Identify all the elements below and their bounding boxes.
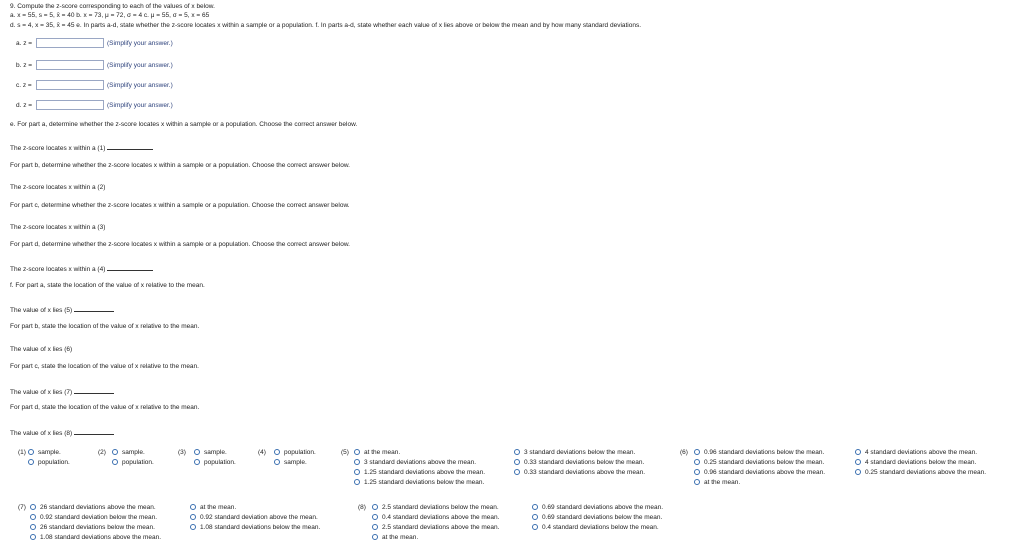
radio-icon[interactable] [354, 459, 360, 465]
radio-icon[interactable] [30, 524, 36, 530]
answer-blank-1[interactable] [107, 143, 153, 150]
z-label-c: c. z = [16, 81, 32, 89]
z-label-b: b. z = [16, 61, 33, 69]
radio-icon[interactable] [30, 534, 36, 540]
part-e-c-prompt: For part c, determine whether the z-score locates x within a sample or a population. Choose the correct answer below. [10, 202, 350, 209]
z-label-d: d. z = [16, 101, 33, 109]
choice-8-option-3[interactable] [372, 524, 499, 532]
radio-icon[interactable] [855, 469, 861, 475]
option-label: at the mean. [382, 534, 419, 541]
question-number: 9. [10, 3, 16, 10]
part-f-a-answer [10, 305, 114, 315]
option-label: 4 standard deviations below the mean. [865, 459, 977, 466]
part-e-a-answer [10, 143, 153, 153]
choice-7-option-1[interactable] [30, 504, 156, 512]
option-label: at the mean. [364, 449, 401, 456]
choice-6-option-7[interactable] [855, 469, 986, 477]
answer-blank-4[interactable] [107, 264, 153, 271]
choice-8-option-6[interactable] [532, 514, 662, 522]
part-f-c-prompt: For part c, state the location of the value of x relative to the mean. [10, 363, 199, 370]
radio-icon[interactable] [372, 504, 378, 510]
part-f-d-prompt: For part d, state the location of the value of x relative to the mean. [10, 404, 200, 411]
option-label: sample. [38, 449, 61, 456]
choice-8-option-5[interactable] [532, 504, 663, 512]
part-f-d-answer-text: The value of x lies (8) [10, 430, 73, 437]
choice-8-option-2[interactable] [372, 514, 499, 522]
question-header [10, 3, 215, 11]
option-label: population. [122, 459, 154, 466]
radio-icon[interactable] [112, 449, 118, 455]
choice-7-option-3[interactable] [30, 524, 155, 532]
radio-icon[interactable] [694, 449, 700, 455]
radio-icon[interactable] [274, 449, 280, 455]
part-f-c-answer [10, 387, 114, 397]
radio-icon[interactable] [354, 469, 360, 475]
radio-icon[interactable] [274, 459, 280, 465]
radio-icon[interactable] [30, 514, 36, 520]
part-f-a-answer-text: The value of x lies (5) [10, 307, 73, 314]
choice-4-option-1[interactable] [274, 449, 316, 457]
radio-icon[interactable] [28, 449, 34, 455]
radio-icon[interactable] [514, 469, 520, 475]
part-e-b-answer: The z-score locates x within a (2) [10, 184, 106, 191]
choice-3-option-2[interactable] [194, 459, 236, 467]
choice-7-option-6[interactable] [190, 514, 318, 522]
option-label: 1.25 standard deviations below the mean. [364, 479, 485, 486]
part-e-c-answer: The z-score locates x within a (3) [10, 224, 106, 231]
radio-icon[interactable] [354, 479, 360, 485]
radio-icon[interactable] [532, 504, 538, 510]
choice-8-option-4[interactable] [372, 534, 418, 542]
choice-group-1-number: (1) [18, 449, 26, 456]
radio-icon[interactable] [372, 534, 378, 540]
z-input-a[interactable] [36, 38, 104, 48]
choice-group-8-number: (8) [358, 504, 366, 511]
choice-6-option-4[interactable] [694, 479, 740, 487]
question-instruction: Compute the z-score corresponding to each of the values of x below. [17, 3, 215, 10]
question-givens-2: d. s = 4, x = 35, x̄ = 45 e. In parts a-d, state whether the z-score locates x within a sample or a population. f. In parts a-d, state whether each value of x lies above or below the mean and by how many standard deviations. [10, 22, 642, 29]
z-input-d[interactable] [36, 100, 104, 110]
option-label: 0.4 standard deviations below the mean. [542, 524, 659, 531]
option-label: 0.69 standard deviations below the mean. [542, 514, 663, 521]
choice-7-option-7[interactable] [190, 524, 320, 532]
option-label: 26 standard deviations below the mean. [40, 524, 155, 531]
choice-2-option-2[interactable] [112, 459, 154, 467]
choice-7-option-2[interactable] [30, 514, 157, 522]
option-label: 0.92 standard deviation above the mean. [200, 514, 318, 521]
radio-icon[interactable] [514, 449, 520, 455]
choice-8-option-1[interactable] [372, 504, 499, 512]
choice-6-option-3[interactable] [694, 469, 825, 477]
radio-icon[interactable] [28, 459, 34, 465]
choice-2-option-1[interactable] [112, 449, 145, 457]
z-row-a [16, 37, 173, 49]
choice-6-option-2[interactable] [694, 459, 824, 467]
option-label: 3 standard deviations above the mean. [364, 459, 477, 466]
z-hint-d: (Simplify your answer.) [107, 101, 173, 109]
question-givens-1: a. x = 55, s = 5, x̄ = 40 b. x = 73, μ = 72, σ = 4 c. μ = 55, σ = 5, x = 65 [10, 12, 210, 19]
option-label: 1.08 standard deviations below the mean. [200, 524, 321, 531]
option-label: 0.25 standard deviations below the mean. [704, 459, 825, 466]
z-label-a: a. z = [16, 39, 33, 47]
answer-blank-5[interactable] [74, 305, 114, 312]
radio-icon[interactable] [190, 524, 196, 530]
part-f-a-prompt: f. For part a, state the location of the value of x relative to the mean. [10, 282, 205, 289]
option-label: sample. [284, 459, 307, 466]
radio-icon[interactable] [855, 449, 861, 455]
part-f-b-prompt: For part b, state the location of the value of x relative to the mean. [10, 323, 200, 330]
radio-icon[interactable] [190, 504, 196, 510]
part-f-c-answer-text: The value of x lies (7) [10, 389, 73, 396]
choice-group-4-number: (4) [258, 449, 266, 456]
radio-icon[interactable] [855, 459, 861, 465]
radio-icon[interactable] [112, 459, 118, 465]
choice-group-2-number: (2) [98, 449, 106, 456]
choice-7-option-5[interactable] [190, 504, 236, 512]
option-label: 3 standard deviations below the mean. [524, 449, 636, 456]
option-label: 1.25 standard deviations above the mean. [364, 469, 486, 476]
option-label: 0.92 standard deviation below the mean. [40, 514, 158, 521]
answer-blank-7[interactable] [74, 387, 114, 394]
z-row-d [16, 99, 173, 111]
option-label: 0.96 standard deviations below the mean. [704, 449, 825, 456]
choice-3-option-1[interactable] [194, 449, 227, 457]
z-row-c [16, 79, 173, 91]
choice-group-7-number: (7) [18, 504, 26, 511]
z-row-b [16, 59, 173, 71]
choice-5-option-5[interactable] [514, 449, 635, 457]
radio-icon[interactable] [532, 524, 538, 530]
option-label: 0.69 standard deviations above the mean. [542, 504, 664, 511]
part-e-b-prompt: For part b, determine whether the z-score locates x within a sample or a population. Choose the correct answer below. [10, 162, 350, 169]
radio-icon[interactable] [30, 504, 36, 510]
option-label: 4 standard deviations above the mean. [865, 449, 978, 456]
option-label: 26 standard deviations above the mean. [40, 504, 156, 511]
part-f-d-answer [10, 428, 114, 438]
choice-1-option-2[interactable] [28, 459, 70, 467]
choice-5-option-2[interactable] [354, 459, 476, 467]
part-e-a-answer-text: The z-score locates x within a (1) [10, 145, 106, 152]
z-hint-b: (Simplify your answer.) [107, 61, 173, 69]
radio-icon[interactable] [194, 449, 200, 455]
option-label: 2.5 standard deviations above the mean. [382, 524, 500, 531]
choice-group-5-number: (5) [341, 449, 349, 456]
option-label: sample. [204, 449, 227, 456]
option-label: population. [38, 459, 70, 466]
choice-5-option-7[interactable] [514, 469, 645, 477]
choice-6-option-1[interactable] [694, 449, 824, 457]
option-label: 0.33 standard deviations below the mean. [524, 459, 645, 466]
choice-4-option-2[interactable] [274, 459, 307, 467]
radio-icon[interactable] [190, 514, 196, 520]
answer-blank-8[interactable] [74, 428, 114, 435]
choice-5-option-4[interactable] [354, 479, 484, 487]
part-e-d-prompt: For part d, determine whether the z-score locates x within a sample or a population. Choose the correct answer below. [10, 241, 350, 248]
part-e-d-answer-text: The z-score locates x within a (4) [10, 266, 106, 273]
radio-icon[interactable] [514, 459, 520, 465]
option-label: population. [284, 449, 316, 456]
radio-icon[interactable] [694, 459, 700, 465]
z-hint-a: (Simplify your answer.) [107, 39, 173, 47]
part-f-b-answer: The value of x lies (6) [10, 346, 73, 353]
option-label: at the mean. [200, 504, 237, 511]
option-label: at the mean. [704, 479, 741, 486]
option-label: 2.5 standard deviations below the mean. [382, 504, 499, 511]
choice-6-option-5[interactable] [855, 449, 977, 457]
choice-5-option-6[interactable] [514, 459, 644, 467]
radio-icon[interactable] [372, 524, 378, 530]
option-label: 1.08 standard deviations above the mean. [40, 534, 162, 541]
z-hint-c: (Simplify your answer.) [107, 81, 173, 89]
choice-5-option-1[interactable] [354, 449, 400, 457]
choice-7-option-4[interactable] [30, 534, 161, 542]
choice-group-6-number: (6) [680, 449, 688, 456]
radio-icon[interactable] [532, 514, 538, 520]
option-label: 0.96 standard deviations above the mean. [704, 469, 826, 476]
option-label: population. [204, 459, 236, 466]
option-label: sample. [122, 449, 145, 456]
radio-icon[interactable] [194, 459, 200, 465]
choice-8-option-7[interactable] [532, 524, 659, 532]
choice-group-3-number: (3) [178, 449, 186, 456]
option-label: 0.4 standard deviations above the mean. [382, 514, 500, 521]
part-e-d-answer [10, 264, 153, 274]
z-input-b[interactable] [36, 60, 104, 70]
z-input-c[interactable] [36, 80, 104, 90]
radio-icon[interactable] [694, 479, 700, 485]
radio-icon[interactable] [354, 449, 360, 455]
radio-icon[interactable] [372, 514, 378, 520]
radio-icon[interactable] [694, 469, 700, 475]
option-label: 0.25 standard deviations above the mean. [865, 469, 987, 476]
choice-5-option-3[interactable] [354, 469, 485, 477]
part-e-a-prompt: e. For part a, determine whether the z-score locates x within a sample or a population. Choose the correct answer below. [10, 121, 358, 128]
choice-1-option-1[interactable] [28, 449, 61, 457]
option-label: 0.33 standard deviations above the mean. [524, 469, 646, 476]
choice-6-option-6[interactable] [855, 459, 976, 467]
